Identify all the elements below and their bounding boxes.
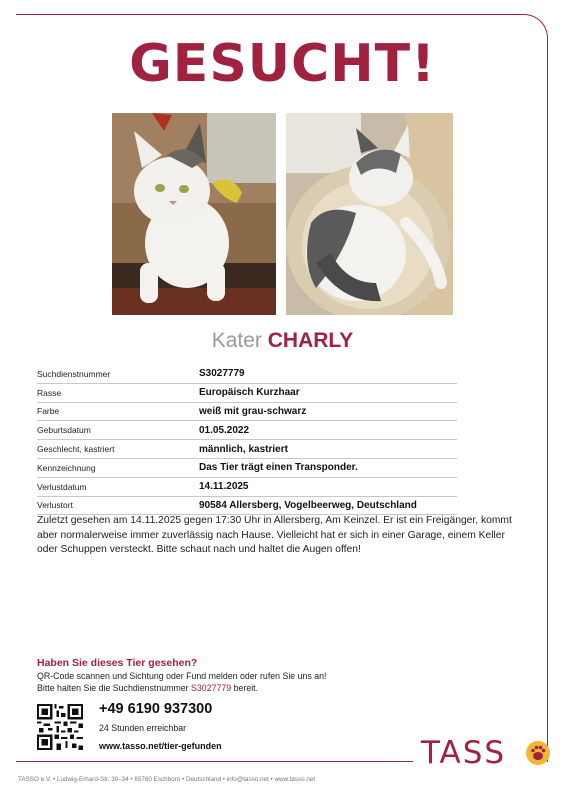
pet-name-prefix: Kater xyxy=(211,329,262,352)
detail-row-identification xyxy=(37,458,457,477)
detail-value: Das Tier trägt einen Transponder. xyxy=(199,458,457,477)
cta-text xyxy=(37,671,327,694)
detail-label: Farbe xyxy=(37,402,199,421)
cta-line-2-after: bereit. xyxy=(233,682,259,693)
detail-label: Verlustdatum xyxy=(37,477,199,496)
description-text: Zuletzt gesehen am 14.11.2025 gegen 17:30 Uhr in Allersberg, Am Keinzel. Er ist ein Freigänger, kommt aber normalerweise immer zuverlässig nach Hause. Vielleicht hat er sich in einer Garage, einem Keller oder Schuppen versteckt. Bitte schaut nach und haltet die Augen offen! xyxy=(37,515,512,555)
detail-row-search-number xyxy=(37,365,457,383)
pet-details-table xyxy=(37,365,457,515)
detail-row-birthdate xyxy=(37,421,457,440)
contact-phone[interactable]: +49 6190 937300 xyxy=(99,701,213,717)
detail-label: Verlustort xyxy=(37,496,199,515)
detail-label: Kennzeichnung xyxy=(37,458,199,477)
cta-line-1: QR-Code scannen und Sichtung oder Fund melden oder rufen Sie uns an! xyxy=(37,671,327,681)
headline: GESUCHT! xyxy=(129,34,436,94)
detail-label: Suchdienstnummer xyxy=(37,365,199,383)
detail-value: weiß mit grau-schwarz xyxy=(199,402,457,421)
detail-label: Geschlecht, kastriert xyxy=(37,440,199,459)
footer-address: TASSO e.V. • Ludwig-Erhard-Str. 30–34 • 65760 Eschborn • Deutschland • info@tasso.net • www.tasso.net xyxy=(18,776,316,783)
contact-url-link[interactable]: www.tasso.net/tier-gefunden xyxy=(99,741,222,751)
detail-value: 14.11.2025 xyxy=(199,477,457,496)
cta-title: Haben Sie dieses Tier gesehen? xyxy=(37,657,198,669)
detail-row-loss-date xyxy=(37,477,457,496)
poster-frame-bottom-line xyxy=(16,761,413,762)
detail-row-breed xyxy=(37,383,457,402)
tasso-logo: TASS xyxy=(421,735,507,771)
detail-value: männlich, kastriert xyxy=(199,440,457,459)
detail-value: Europäisch Kurzhaar xyxy=(199,383,457,402)
detail-value: 90584 Allersberg, Vogelbeerweg, Deutschland xyxy=(199,496,457,515)
pet-name: CHARLY xyxy=(267,329,354,352)
detail-value: 01.05.2022 xyxy=(199,421,457,440)
cta-line-2-before: Bitte halten Sie die Suchdienstnummer xyxy=(37,682,189,693)
cat-photo-sitting xyxy=(112,113,276,315)
detail-row-loss-location xyxy=(37,496,457,515)
paw-icon xyxy=(525,740,551,766)
detail-label: Geburtsdatum xyxy=(37,421,199,440)
detail-row-color xyxy=(37,402,457,421)
contact-hours: 24 Stunden erreichbar xyxy=(99,723,187,733)
detail-label: Rasse xyxy=(37,383,199,402)
qr-code-icon[interactable] xyxy=(37,704,83,750)
cta-search-number: S3027779 xyxy=(191,682,232,693)
detail-value: S3027779 xyxy=(199,365,457,383)
cat-photo-lying xyxy=(286,113,453,315)
pet-name-heading xyxy=(0,329,565,353)
detail-row-sex xyxy=(37,440,457,459)
